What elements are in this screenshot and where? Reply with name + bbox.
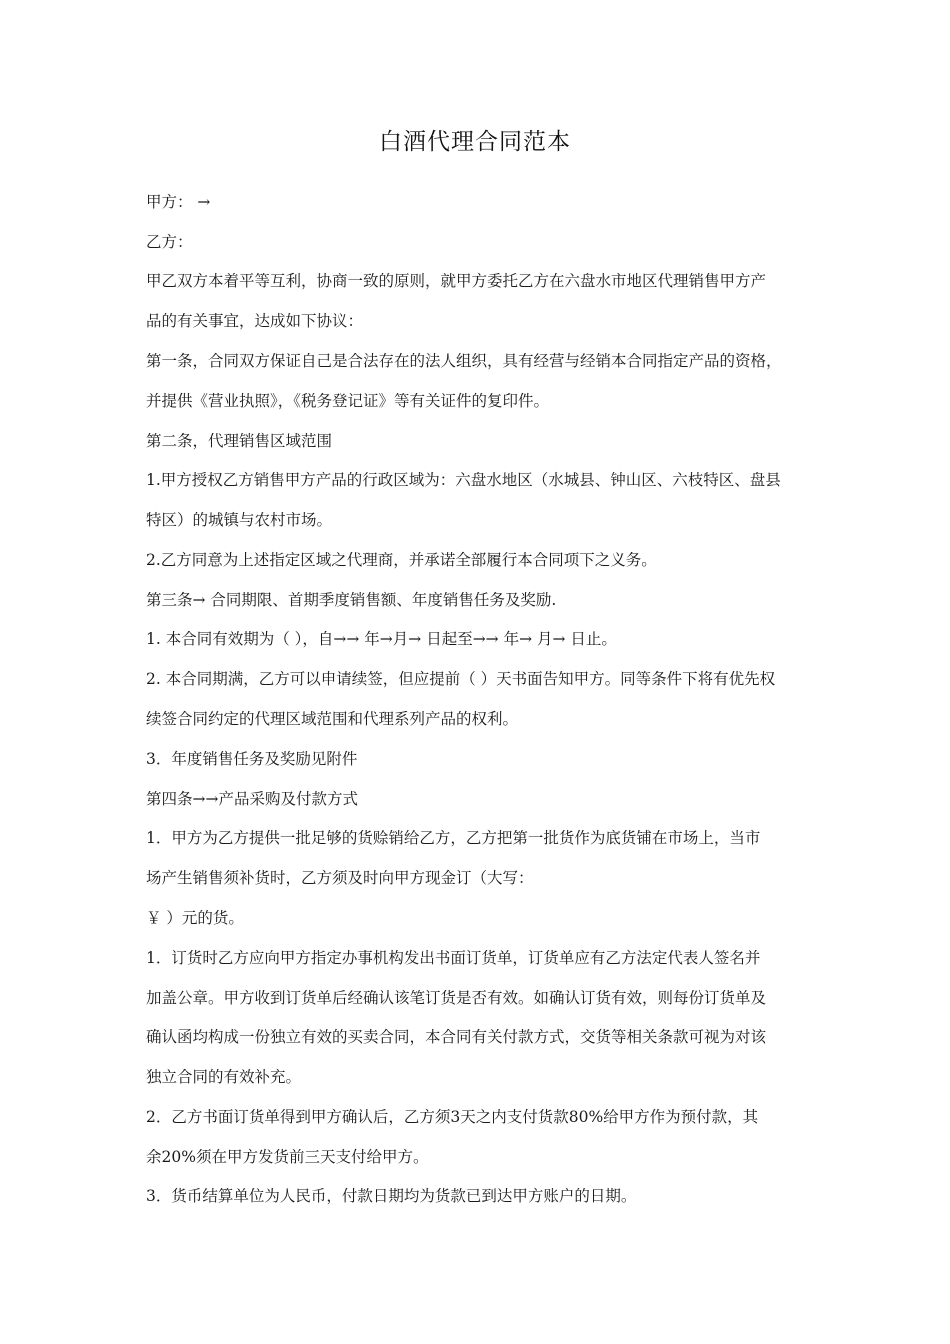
text-line: 续签合同约定的代理区域范围和代理系列产品的权利。 [146, 710, 519, 728]
text-line: 1.甲方授权乙方销售甲方产品的行政区域为：六盘水地区（水城县、钟山区、六枝特区、盘县 [146, 471, 781, 489]
text-line: 2. 本合同期满，乙方可以申请续签，但应提前（ ）天书面告知甲方。同等条件下将有优先权 [146, 670, 776, 688]
text-line: 并提供《营业执照》，《税务登记证》等有关证件的复印件。 [146, 392, 550, 410]
text-line: 甲乙双方本着平等互利，协商一致的原则，就甲方委托乙方在六盘水市地区代理销售甲方产 [146, 272, 767, 290]
text-line: 场产生销售须补货时，乙方须及时向甲方现金订（大写： [146, 869, 534, 887]
text-line: 3．货币结算单位为人民币，付款日期均为货款已到达甲方账户的日期。 [146, 1187, 637, 1205]
text-line: 品的有关事宜，达成如下协议： [146, 312, 364, 330]
document-title: 白酒代理合同范本 [379, 129, 571, 155]
text-line: 余20%须在甲方发货前三天支付给甲方。 [146, 1148, 429, 1166]
text-line: 确认函均构成一份独立有效的买卖合同，本合同有关付款方式，交货等相关条款可视为对该 [146, 1028, 767, 1046]
text-line: 1．甲方为乙方提供一批足够的货赊销给乙方，乙方把第一批货作为底货铺在市场上，当市 [146, 829, 761, 847]
text-line: 1. 本合同有效期为（ ），自→→ 年→月→ 日起至→→ 年→ 月→ 日止。 [146, 630, 617, 648]
text-line-article-heading: 第二条，代理销售区域范围 [146, 432, 333, 450]
text-line: 1．订货时乙方应向甲方指定办事机构发出书面订货单，订货单应有乙方法定代表人签名并 [146, 949, 761, 967]
text-line: 2.乙方同意为上述指定区域之代理商，并承诺全部履行本合同项下之义务。 [146, 551, 657, 569]
text-line: ￥ ）元的货。 [146, 909, 244, 927]
text-line-article-heading: 第四条→→产品采购及付款方式 [146, 790, 358, 808]
text-line: 3．年度销售任务及奖励见附件 [146, 750, 358, 768]
text-line-party-a: 甲方： → [146, 193, 211, 211]
text-line-article-heading: 第三条→ 合同期限、首期季度销售额、年度销售任务及奖励. [146, 591, 557, 609]
text-line: 独立合同的有效补充。 [146, 1068, 302, 1086]
text-line: 特区）的城镇与农村市场。 [146, 511, 333, 529]
text-line-party-b: 乙方： [146, 233, 193, 251]
text-line: 第一条，合同双方保证自己是合法存在的法人组织，具有经营与经销本合同指定产品的资格， [146, 352, 782, 370]
text-line: 加盖公章。甲方收到订货单后经确认该笔订货是否有效。如确认订货有效，则每份订货单及 [146, 989, 767, 1007]
text-line: 2．乙方书面订货单得到甲方确认后，乙方须3天之内支付货款80%给甲方作为预付款，其 [146, 1108, 759, 1126]
